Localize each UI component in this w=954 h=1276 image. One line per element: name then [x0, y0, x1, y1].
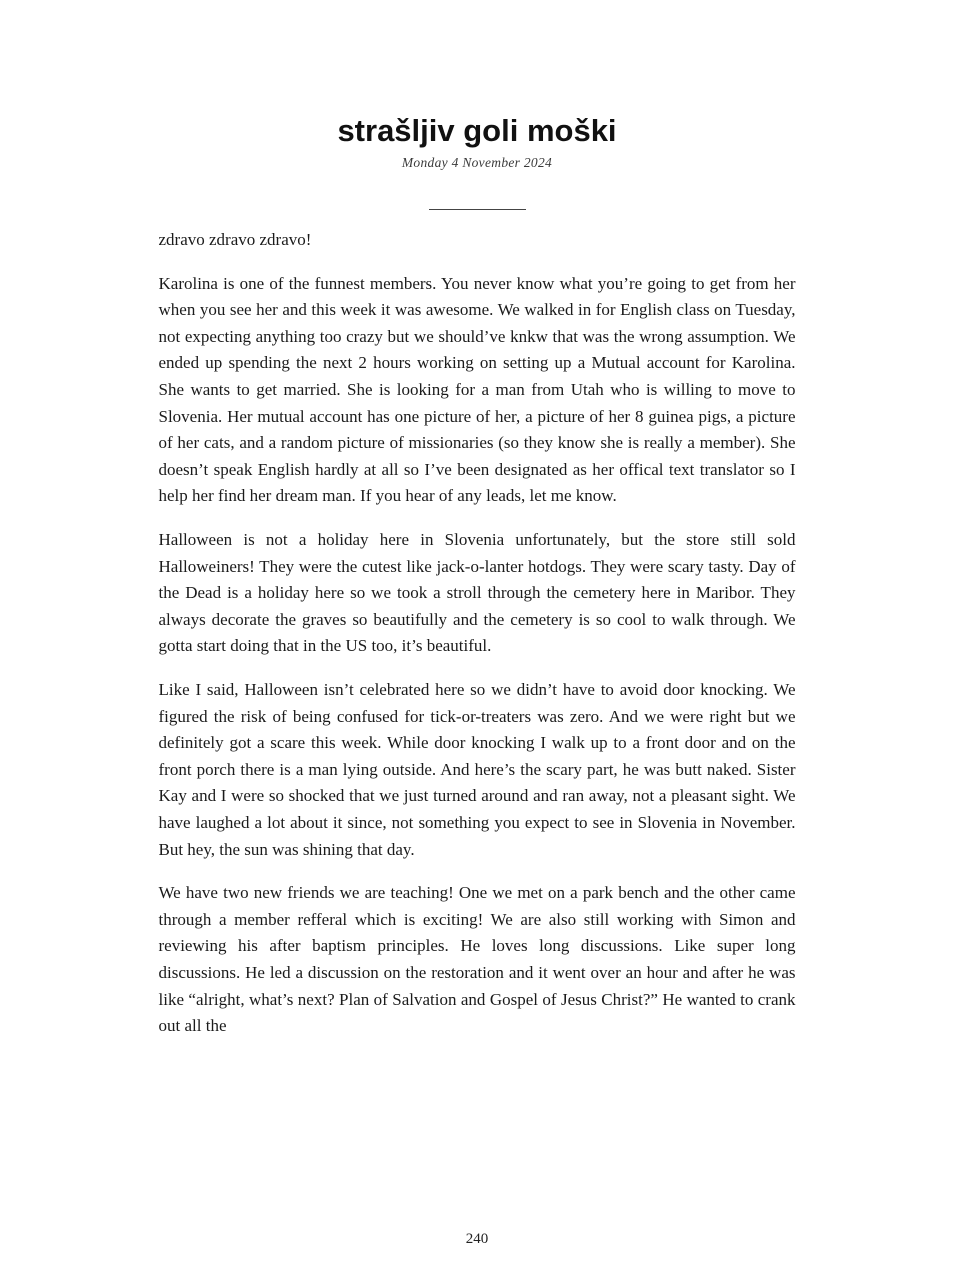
post-title: strašljiv goli moški [337, 113, 617, 148]
paragraph: Karolina is one of the funnest members. You never know what you’re going to get from her when you see her and this week it was awesome. We walked in for English class on Tuesday, not expecting anything too crazy but we should’ve knkw that was the wrong assumption. We ended up spending the next 2 hours working on setting up a Mutual account for Karolina. She wants to get married. She is looking for a man from Utah who is willing to move to Slovenia. Her mutual account has one picture of her, a picture of her 8 guinea pigs, a picture of her cats, and a random picture of missionaries (so they know she is really a member). She doesn’t speak English hardly at all so I’ve been designated as her offical text translator so I help her find her dream man. If you hear of any leads, let me know. [158, 273, 796, 506]
post-body [159, 210, 796, 1040]
post-header [0, 0, 954, 210]
paragraph: Like I said, Halloween isn’t celebrated here so we didn’t have to avoid door knocking. We figured the risk of being confused for tick-or-treaters was zero. And we were right but we definitely got a scare this week. While door knocking I walk up to a front door and on the front porch there is a man lying outside. And here’s the scary part, he was butt naked. Sister Kay and I were so shocked that we just turned around and ran away, not a pleasant sight. We have laughed a lot about it since, not something you expect to see in Slovenia in November. But hey, the sun was shining that day. [158, 680, 796, 859]
paragraph-greeting: zdravo zdravo zdravo! [158, 230, 312, 250]
paragraph: We have two new friends we are teaching! One we met on a park bench and the other came through a member refferal which is exciting! We are also still working with Simon and reviewing his after baptism principles. He loves long discussions. Like super long discussions. He led a discussion on the restoration and it went over an hour and after he was like “alright, what’s next? Plan of Salvation and Gospel of Jesus Christ?” He wanted to crank out all the [158, 883, 796, 1036]
paragraph: Halloween is not a holiday here in Slovenia unfortunately, but the store still sold Halloweiners! They were the cutest like jack-o-lanter hotdogs. They were scary tasty. Day of the Dead is a holiday here so we took a stroll through the cemetery here in Maribor. They always decorate the graves so beautifully and the cemetery is so cool to walk through. We gotta start doing that in the US too, it’s beautiful. [158, 530, 796, 656]
post-date: Monday 4 November 2024 [401, 155, 553, 171]
page-number: 240 [465, 1231, 489, 1247]
